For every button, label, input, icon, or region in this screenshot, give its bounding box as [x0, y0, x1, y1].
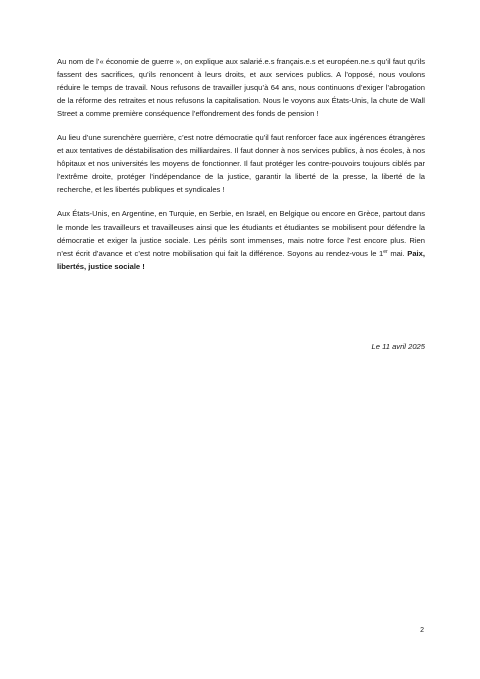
- paragraph-mobilisation: [57, 207, 425, 272]
- paragraph-war-economy: Au nom de l’« économie de guerre », on explique aux salarié.e.s français.e.s et européen.ne.s qu’il faut qu’ils fassent des sacrifices, qu’ils renoncent à leurs droits, et aux services publics. A l’opposé, nous voulons réduire le temps de travail. Nous refusons de travailler jusqu’à 64 ans, nous continuons d’exiger l’abrogation de la réforme des retraites et nous refusons la capitalisation. Nous le voyons aux États-Unis, la chute de Wall Street a comme première conséquence l’effondrement des fonds de pension !: [57, 57, 425, 119]
- ordinal-superscript: er: [383, 248, 388, 255]
- document-body: [57, 55, 425, 284]
- paragraph-mobilisation-text-end: mai.: [387, 248, 408, 258]
- paragraph-mobilisation-text: Aux États-Unis, en Argentine, en Turquie, en Serbie, en Israël, en Belgique ou encore en Grèce, partout dans le monde les travailleurs et travailleuses ainsi que les étudiants et étudiantes se mobilisent pour défendre la démocratie et exiger la justice sociale. Les périls sont immenses, mais notre force l’est encore plus. Rien n’est écrit d’avance et c’est notre mobilisation qui fait la différence. Soyons au rendez-vous le 1: [57, 209, 425, 258]
- page-number: 2: [420, 627, 424, 634]
- paragraph-democracy: Au lieu d’une surenchère guerrière, c’est notre démocratie qu’il faut renforcer face aux ingérences étrangères et aux tentatives de déstabilisation des milliardaires. Il faut donner à nos services publics, à nos écoles, à nos hôpitaux et nos universités les moyens de fonctionner. Il faut protéger les contre-pouvoirs toujours ciblés par l’extrême droite, protéger l’indépendance de la justice, garantir la liberté de la presse, la liberté de la recherche, et les libertés publiques et syndicales !: [57, 133, 425, 195]
- slogan: Paix, libertés, justice sociale !: [57, 248, 425, 271]
- document-date: Le 11 avril 2025: [371, 342, 425, 351]
